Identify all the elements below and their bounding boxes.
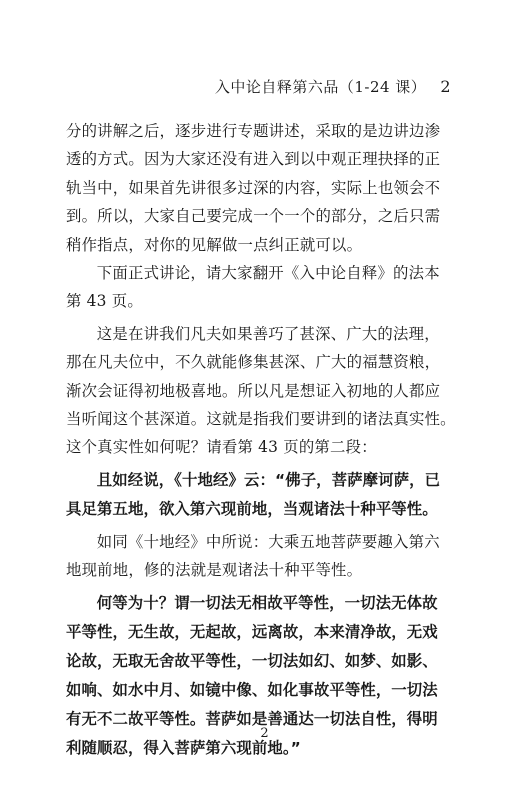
body-line: 当听闻这个甚深道。这就是指我们要讲到的诸法真实性。 <box>66 410 456 429</box>
body-line: 下面正式讲论，请大家翻开《入中论自释》的法本 <box>96 264 440 283</box>
quote-line: 如响、如水中月、如镜中像、如化事故平等性，一切法 <box>66 680 438 699</box>
body-line: 分的讲解之后，逐步进行专题讲述，采取的是边讲边渗 <box>66 122 441 140</box>
body-line: 到。所以，大家自己要完成一个一个的部分，之后只需 <box>66 207 441 226</box>
body-line: 这是在讲我们凡夫如果善巧了甚深、广大的法理， <box>96 324 440 343</box>
quote-line: 利随顺忍，得入菩萨第六现前地。” <box>66 738 301 757</box>
quote-line: 有无不二故平等性。菩萨如是善通达一切法自性，得明 <box>66 709 438 728</box>
body-line: 稍作指点，对你的见解做一点纠正就可以。 <box>66 235 363 254</box>
body-line: 轨当中，如果首先讲很多过深的内容，实际上也领会不 <box>66 178 441 197</box>
body-line: 那在凡夫位中，不久就能修集甚深、广大的福慧资粮， <box>66 353 441 372</box>
body-line: 渐次会证得初地极喜地。所以凡是想证入初地的人都应 <box>66 381 441 400</box>
quote-line: 具足第五地，欲入第六现前地，当观诸法十种平等性。 <box>66 499 438 518</box>
body-line: 第 43 页。 <box>66 292 143 311</box>
body-line: 透的方式。因为大家还没有进入到以中观正理抉择的正 <box>66 150 441 169</box>
quote-line: 何等为十？谓一切法无相故平等性，一切法无体故 <box>96 593 438 612</box>
page-header <box>215 76 451 97</box>
header-title: 入中论自释第六品（1-24 课） <box>214 78 427 96</box>
quote-line: 论故，无取无舍故平等性，一切法如幻、如梦、如影、 <box>66 651 438 670</box>
quote-line: 平等性，无生故，无起故，远离故，本来清净故，无戏 <box>66 622 438 641</box>
body-line: 这个真实性如何呢？请看第 43 页的第二段： <box>66 438 377 457</box>
body-line: 如同《十地经》中所说：大乘五地菩萨要趣入第六 <box>96 532 440 551</box>
page-footer-number: 2 <box>260 726 269 741</box>
quote-line: 且如经说，《十地经》云：“佛子，菩萨摩诃萨，已 <box>96 470 441 489</box>
header-page-number: 2 <box>440 77 451 96</box>
page-content <box>66 117 468 763</box>
body-line: 地现前地，修的法就是观诸法十种平等性。 <box>66 561 363 580</box>
